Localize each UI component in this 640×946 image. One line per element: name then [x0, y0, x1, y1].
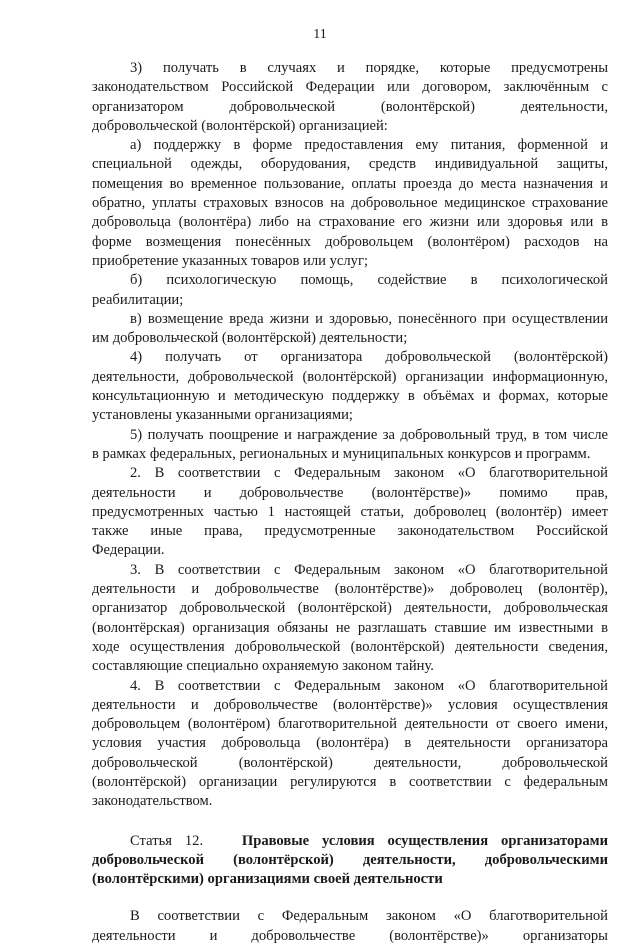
paragraph-line: установлены указанными организациями;	[92, 407, 353, 424]
paragraph-line: 3. В соответствии с Федеральным законом «О благотворительной	[130, 561, 608, 578]
paragraph-line: а) поддержку в форме предоставления ему питания, форменной и	[130, 137, 608, 154]
paragraph-line: в) возмещение вреда жизни и здоровью, понесённого при осуществлении	[130, 310, 608, 327]
paragraph-line: предусмотренных частью 1 настоящей статьи, доброволец (волонтёр) имеет	[92, 503, 608, 520]
paragraph-line: деятельности и добровольчестве (волонтёрстве)» условия осуществления	[92, 696, 608, 713]
paragraph-list	[92, 59, 608, 812]
paragraph-line: добровольческой (волонтёрской) деятельности, добровольческой	[92, 754, 608, 771]
paragraph-line: ходе осуществления добровольческой (волонтёрской) деятельности сведения,	[92, 638, 608, 655]
paragraph-line: (волонтёрской) организации регулируются в соответствии с федеральным	[92, 773, 608, 790]
paragraph-line: специальной одежды, оборудования, средств индивидуальной защиты,	[92, 156, 608, 173]
paragraph-line: помещения во временное пользование, оплаты проезда до места назначения и	[92, 175, 608, 192]
paragraph-line: добровольца (волонтёра) либо на страхование его жизни или здоровья или в	[92, 214, 608, 231]
paragraph-line: организатором добровольческой (волонтёрской) деятельности,	[92, 98, 608, 115]
paragraph-line: б) психологическую помощь, содействие в психологической	[130, 272, 608, 289]
article-heading-line-2: добровольческой (волонтёрской) деятельности, добровольческими	[92, 851, 608, 868]
paragraph-line: деятельности и добровольчестве (волонтёрстве)» организаторы	[92, 927, 608, 944]
paragraph-line: 5) получать поощрение и награждение за добровольный труд, в том числе	[130, 426, 608, 443]
paragraph-line: обратно, уплаты страховых взносов на добровольное медицинское страхование	[92, 195, 608, 212]
article-heading	[92, 832, 608, 890]
article-number: Статья 12.	[130, 832, 204, 849]
paragraph-line: 4. В соответствии с Федеральным законом «О благотворительной	[130, 677, 608, 694]
paragraph	[92, 464, 608, 560]
paragraph-line: деятельности и добровольчестве (волонтёрстве)» доброволец (волонтёр),	[92, 581, 608, 598]
paragraph-line: (волонтёрская) организация обязаны не разглашать ставшие им известными в	[92, 619, 608, 636]
article-heading-line-3: (волонтёрскими) организациями своей деятельности	[92, 871, 443, 888]
paragraph-line: форме возмещения понесённых добровольцем (волонтёром) расходов на	[92, 233, 608, 250]
paragraph-line: 4) получать от организатора добровольческой (волонтёрской)	[130, 349, 608, 366]
paragraph	[92, 271, 608, 310]
paragraph-line: им добровольческой (волонтёрской) деятельности;	[92, 330, 408, 347]
paragraph-line: В соответствии с Федеральным законом «О благотворительной	[130, 908, 608, 925]
paragraph-line: добровольческой (волонтёрской) организацией:	[92, 117, 388, 134]
paragraph	[92, 310, 608, 349]
document-body	[92, 59, 608, 946]
paragraph-line: составляющие специально охраняемую законом тайну.	[92, 658, 434, 675]
paragraph-line: приобретение указанных товаров или услуг;	[92, 252, 369, 269]
paragraph	[92, 561, 608, 677]
paragraph	[92, 136, 608, 271]
paragraph-line: также иные права, предусмотренные законодательством Российской	[92, 523, 608, 540]
paragraph-line: 3) получать в случаях и порядке, которые предусмотрены	[130, 60, 608, 76]
paragraph-line: организатор добровольческой (волонтёрской) деятельности, добровольческая	[92, 600, 608, 617]
paragraph	[92, 677, 608, 812]
paragraph-line: 2. В соответствии с Федеральным законом «О благотворительной	[130, 465, 608, 482]
paragraph	[92, 426, 608, 465]
paragraph-line: добровольцем (волонтёром) благотворительной деятельности от своего имени,	[92, 716, 608, 733]
page-number: 11	[313, 27, 327, 42]
paragraph-line: законодательством Российской Федерации или договором, заключённым с	[92, 79, 608, 96]
paragraph-line: законодательством.	[92, 793, 213, 810]
paragraph-line: в рамках федеральных, региональных и муниципальных конкурсов и программ.	[92, 445, 591, 462]
paragraph-line: деятельности, добровольческой (волонтёрской) организации информационную,	[92, 368, 608, 385]
paragraph-line: деятельности и добровольчестве (волонтёрстве)» помимо прав,	[92, 484, 608, 501]
paragraph	[92, 348, 608, 425]
article-heading-line-1	[92, 832, 608, 851]
paragraph-line: консультационную и методическую поддержку в объёмах и формах, которые	[92, 388, 608, 405]
final-paragraph	[92, 907, 608, 946]
article-title-part: Правовые условия осуществления организаторами	[241, 832, 608, 849]
paragraph	[92, 59, 608, 136]
paragraph-line: Федерации.	[92, 542, 165, 559]
paragraph-line: реабилитации;	[92, 291, 184, 308]
paragraph-line: условия участия добровольца (волонтёра) в деятельности организатора	[92, 735, 608, 752]
